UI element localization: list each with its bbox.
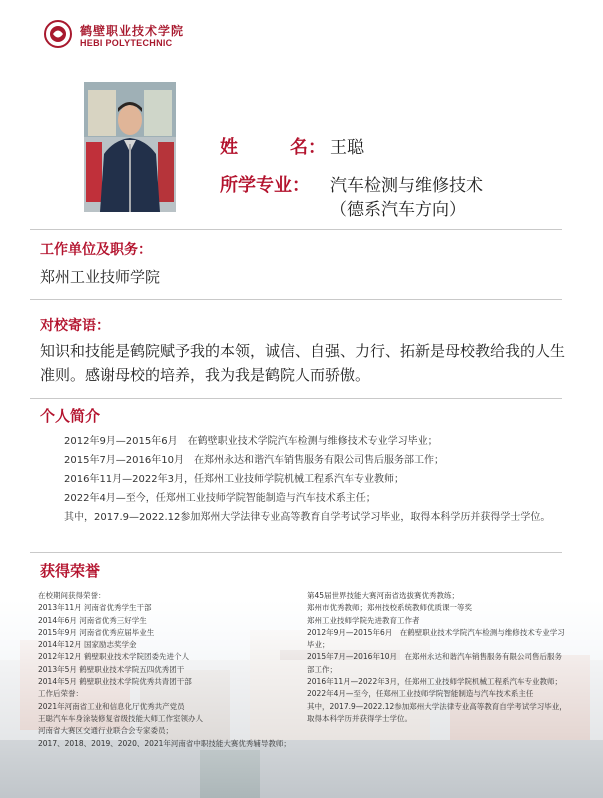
- honor-item: 2021年河南省工业和信息化厅优秀共产党员: [38, 701, 185, 711]
- honor-item: 2014年5月 鹤壁职业技术学院优秀共青团干部: [38, 677, 192, 687]
- name-label: 姓 名：: [220, 137, 326, 158]
- honors-title: 获得荣誉: [40, 562, 101, 580]
- major-label: 所学专业：: [220, 175, 310, 196]
- honor-item: 郑州工业技师学院先进教育工作者: [307, 615, 420, 625]
- bio-title: 个人简介: [40, 407, 101, 425]
- work-title: 工作单位及职务：: [40, 242, 152, 258]
- honor-item: 2016年11月—2022年3月，任郑州工业技师学院机械工程系汽车专业教师；: [307, 677, 562, 687]
- honor-item: 2012年12月 鹤壁职业技术学院团委先进个人: [38, 652, 190, 662]
- bio-paragraph: 2016年11月—2022年3月，任郑州工业技师学院机械工程系汽车专业教师；: [64, 474, 404, 485]
- portrait-photo: [84, 82, 176, 212]
- school-name-en: HEBI POLYTECHNIC: [80, 38, 173, 48]
- name-value: 王聪: [330, 138, 364, 158]
- honor-item: 在校期间获得荣誉：: [38, 591, 106, 600]
- honor-item: 2015年7月—2016年10月 在郑州永达和谐汽车销售服务有限公司售后服务部工作；: [307, 652, 562, 674]
- honor-item: 工作后荣誉：: [38, 689, 83, 699]
- honor-item: 2013年11月 河南省优秀学生干部: [38, 603, 152, 613]
- honor-item: 河南省大赛区交通行业联合会专家委员；: [38, 726, 173, 736]
- major-value: 汽车检测与维修技术: [330, 176, 483, 196]
- divider: [30, 299, 562, 300]
- divider: [30, 229, 562, 230]
- honor-item: 2022年4月—至今，任郑州工业技师学院智能制造与汽车技术系主任: [307, 689, 534, 699]
- divider: [30, 552, 562, 553]
- honor-item: 第45届世界技能大赛河南省选拔赛优秀教练；: [307, 591, 460, 600]
- work-value: 郑州工业技师学院: [40, 268, 161, 286]
- school-logo: [44, 20, 72, 48]
- major-value-sub: （德系汽车方向）: [330, 200, 466, 220]
- honor-item: 其中，2017.9—2022.12参加郑州大学法律专业高等教育自学考试学习毕业，取得本科学历并获得学士学位。: [307, 701, 567, 723]
- bio-paragraph: 其中，2017.9—2022.12参加郑州大学法律专业高等教育自学考试学习毕业，取得本科学历并获得学士学位。: [64, 512, 551, 523]
- honors-left-column: [38, 590, 308, 750]
- honor-item: 2013年5月 鹤壁职业技术学院五四优秀团干: [38, 664, 185, 674]
- bio-paragraph: 2015年7月—2016年10月 在郑州永达和谐汽车销售服务有限公司售后服务部工作；: [64, 455, 444, 466]
- honor-item: 2014年6月 河南省优秀三好学生: [38, 615, 147, 625]
- honor-item: 郑州市优秀教师；郑州技校系统教师优质课一等奖: [307, 603, 472, 613]
- divider: [30, 398, 562, 399]
- honors-right-column: [307, 590, 567, 725]
- honor-item: 2014年12月 国家励志奖学金: [38, 640, 137, 650]
- honor-item: 2012年9月—2015年6月 在鹤壁职业技术学院汽车检测与维修技术专业学习毕业；: [307, 627, 565, 650]
- bio-paragraph: 2012年9月—2015年6月 在鹤壁职业技术学院汽车检测与维修技术专业学习毕业；: [64, 436, 438, 447]
- message-title: 对校寄语：: [40, 318, 110, 334]
- bio-body: [44, 432, 574, 527]
- honor-item: 2015年9月 河南省优秀应届毕业生: [38, 627, 155, 637]
- bio-paragraph: 2022年4月—至今，任郑州工业技师学院智能制造与汽车技术系主任；: [64, 493, 376, 504]
- message-body: 知识和技能是鹤院赋予我的本领，诚信、自强、力行、拓新是母校教给我的人生准则。感谢母校的培养，我为我是鹤院人而骄傲。: [40, 342, 566, 384]
- school-name-cn: 鹤壁职业技术学院: [80, 24, 185, 38]
- honor-item: 王聪汽车车身涂装修复省级技能大师工作室领办人: [38, 713, 203, 723]
- honor-item: 2017、2018、2019、2020、2021年河南省中职技能大赛优秀辅导教师；: [38, 738, 291, 748]
